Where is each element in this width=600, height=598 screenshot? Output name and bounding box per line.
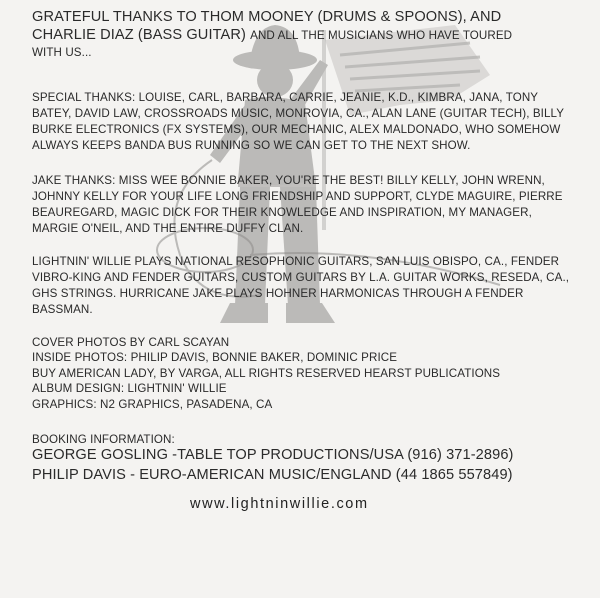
credit-album-design: ALBUM DESIGN: LIGHTNIN' WILLIE [32,382,227,395]
equipment-note: LIGHTNIN' WILLIE PLAYS NATIONAL RESOPHONIC GUITARS, SAN LUIS OBISPO, CA., FENDER VIBRO-KING AND FENDER GUITARS, CUSTOM GUITARS BY L.A. GUITAR WORKS, RESEDA, CA., GHS STRINGS. HURRICANE JAKE PLAYS HOHNER HARMONICAS THROUGH A FENDER BASSMAN. [32,255,570,316]
booking-heading: BOOKING INFORMATION: [32,433,175,446]
thanks-intro-line1: GRATEFUL THANKS TO THOM MOONEY (DRUMS & SPOONS), AND [32,9,502,25]
booking-contact-usa: GEORGE GOSLING -TABLE TOP PRODUCTIONS/USA (916) 371-2896) [32,447,514,463]
thanks-intro-line2 [32,26,512,45]
credit-graphics: GRAPHICS: N2 GRAPHICS, PASADENA, CA [32,398,273,411]
special-thanks: SPECIAL THANKS: LOUISE, CARL, BARBARA, CARRIE, JEANIE, K.D., KIMBRA, JANA, TONY BATEY, DAVID LAW, CROSSROADS MUSIC, MONROVIA, CA., ALAN LANE (GUITAR TECH), BILLY BURKE ELECTRONICS (FX SYSTEMS), OUR MECHANIC, ALEX MALDONADO, WHO SOMEHOW ALWAYS KEEPS BANDA BUS RUNNING SO WE CAN GET TO THE NEXT SHOW. [32,91,564,152]
jake-thanks: JAKE THANKS: MISS WEE BONNIE BAKER, YOU'RE THE BEST! BILLY KELLY, JOHN WRENN, JOHNNY KELLY FOR YOUR LIFE LONG FRIENDSHIP AND SUPPORT, CLYDE MAGUIRE, PIERRE BEAUREGARD, MAGIC DICK FOR THEIR KNOWLEDGE AND INSPIRATION, MY MANAGER, MARGIE O'NEIL, AND THE ENTIRE DUFFY CLAN. [32,174,563,235]
website-link[interactable]: www.lightninwillie.com [190,496,369,512]
credit-inside-photos: INSIDE PHOTOS: PHILIP DAVIS, BONNIE BAKER, DOMINIC PRICE [32,351,398,364]
booking-contact-england: PHILIP DAVIS - EURO-AMERICAN MUSIC/ENGLAND (44 1865 557849) [32,467,513,483]
thanks-intro-line3: WITH US... [32,46,92,59]
credit-buy-american-lady: BUY AMERICAN LADY, BY VARGA, ALL RIGHTS RESERVED HEARST PUBLICATIONS [32,367,501,380]
thanks-intro-musicians: CHARLIE DIAZ (BASS GUITAR) [32,27,246,43]
credit-cover-photos: COVER PHOTOS BY CARL SCAYAN [32,336,230,349]
thanks-intro-tail: AND ALL THE MUSICIANS WHO HAVE TOURED [250,29,513,42]
